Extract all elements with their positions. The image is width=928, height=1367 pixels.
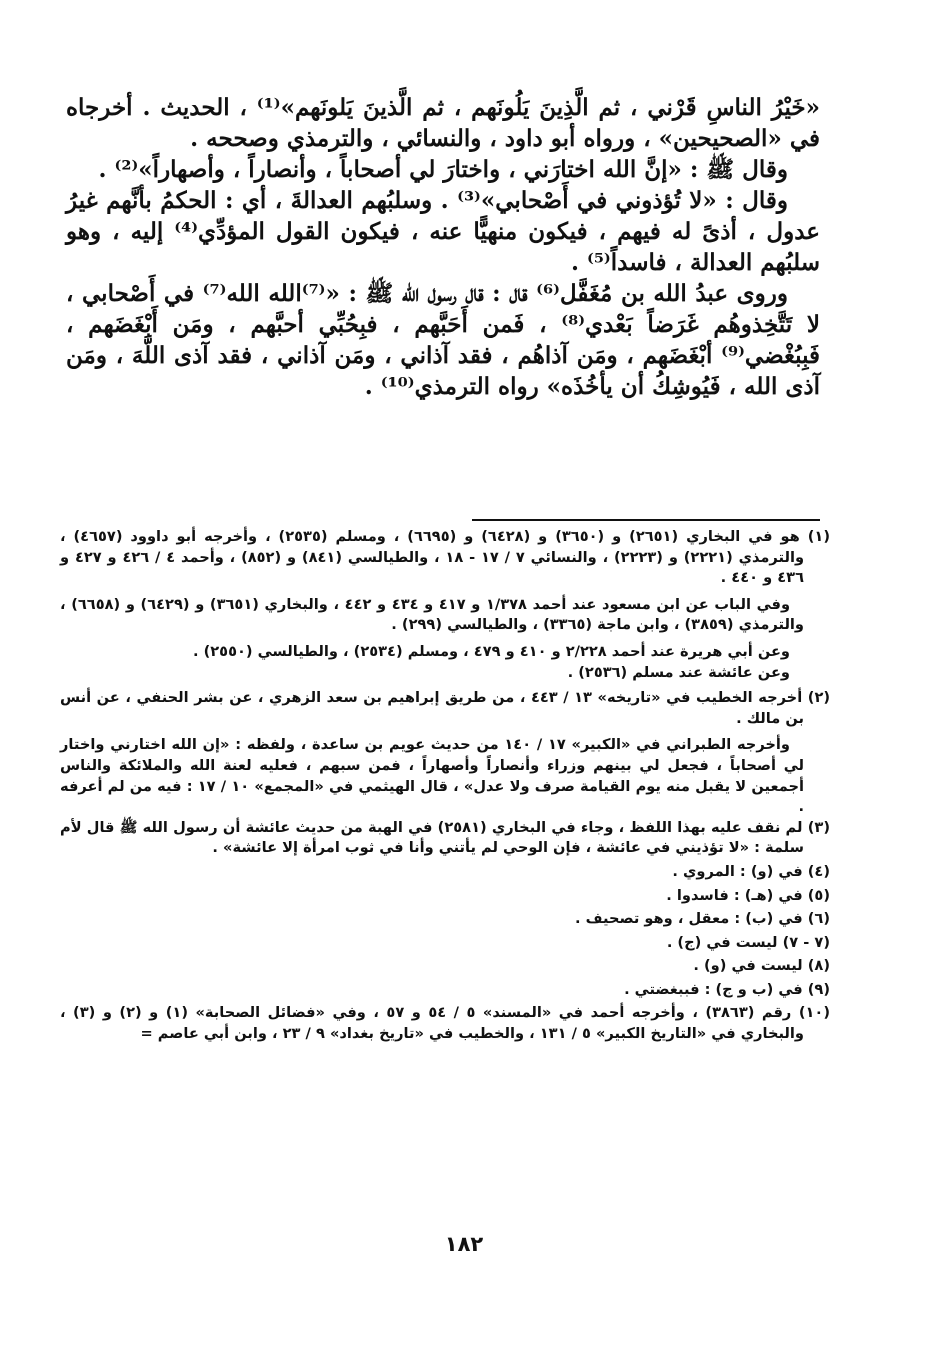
footnote: (٩) في (ب و ج) : فببغضتي .: [624, 980, 830, 998]
footnote: (٣) لم نقف عليه بهذا اللفظ ، وجاء في البخاري (٢٥٨١) في الهبة من حديث عائشة أن رسول الله ﷺ قال لأم سلمة : «لا تؤذيني في عائشة ، فإن الوحي لم يأتني وأنا في ثوب امرأة إلا عائشة» .: [60, 818, 830, 857]
footnote: (٧ - ٧) ليست في (ج) .: [666, 933, 830, 951]
footnote-separator: [472, 519, 820, 521]
footnote-continuation: وعن عائشة عند مسلم (٢٥٣٦) .: [567, 663, 790, 681]
footnote: (٥) في (هـ) : فاسدوا .: [666, 886, 830, 904]
paragraph: وقال : «لا تُؤذوني في أَصْحابي»⁽³⁾ . وسلبُهم العدالةَ ، أي : الحكمُ بأنَّهم غيرُ عدول ، أذىً له فيهم ، فيكون منهيًّا عنه ، فيكون القول المؤدِّي⁽⁴⁾ إليه ، وهو سلبُهم العدالة ، فاسداً⁽⁵⁾ .: [66, 187, 820, 276]
paragraph: وقال ﷺ : «إنَّ الله اختارَني ، واختارَ لي أصحاباً ، وأنصاراً ، وأصهاراً»⁽²⁾ .: [98, 156, 788, 183]
footnotes: [60, 527, 830, 1045]
paragraph: وروى عبدُ الله بن مُغَفَّل⁽⁶⁾ قال : قال رسول الله ﷺ : «⁽⁷⁾الله الله⁽⁷⁾ في أَصْحابي ، لا تَتَّخِذوهُم غَرَضاً بَعْدي⁽⁸⁾ ، فَمن أَحَبَّهم ، فبِحُبِّي أحبَّهم ، ومَن أَبْغَضَهم ، فَبِبُغْضي⁽⁹⁾ أبْغَضَهم ، ومَن آذاهُم ، فقد آذاني ، ومَن آذاني ، فقد آذى اللَّهَ ، ومَن آذى الله ، فَيُوشِكُ أن يأخُذَه» رواه الترمذي⁽¹⁰⁾ .: [66, 280, 820, 400]
footnote-continuation: وأخرجه الطبراني في «الكبير» ١٧ / ١٤٠ من حديث عويم بن ساعدة ، ولفظه : «إن الله اختارني واختار لي أصحاباً ، فجعل لي بينهم وزراء وأنصاراً وأصهاراً ، فمن سبهم ، فعليه لعنة الله والملائكة والناس أجمعين لا يقبل منه يوم القيامة صرف ولا عدل» ، قال الهيثمي في «المجمع» ١٠ / ١٧ : فيه من لم أعرفه .: [60, 736, 804, 816]
footnote-continuation: وعن أبي هريرة عند أحمد ٢/٢٢٨ و ٤١٠ و ٤٧٩ ، ومسلم (٢٥٣٤) ، والطيالسي (٢٥٥٠) .: [192, 642, 790, 660]
footnote: (٢) أخرجه الخطيب في «تاريخه» ١٣ / ٤٤٣ ، من طريق إبراهيم بن سعد الزهري ، عن بشر الحنفي ، عن أنس بن مالك .: [60, 689, 831, 727]
footnote-continuation: وفي الباب عن ابن مسعود عند أحمد ١/٣٧٨ و ٤١٧ و ٤٣٤ و ٤٤٢ ، والبخاري (٣٦٥١) و (٦٤٢٩) و (٦٦٥٨) ، والترمذي (٣٨٥٩) ، وابن ماجة (٣٣٦٥) ، والطيالسي (٢٩٩) .: [60, 595, 804, 634]
footnote: (٦) في (ب) : معقل ، وهو تصحيف .: [574, 910, 830, 928]
footnote: (٨) ليست في (و) .: [693, 957, 830, 975]
footnote: (١٠) رقم (٣٨٦٣) ، وأخرجه أحمد في «المسند» ٥ / ٥٤ و ٥٧ ، وفي «فضائل الصحابة» (١) و (٢) و (٣) ، والبخاري في «التاريخ الكبير» ٥ / ١٣١ ، والخطيب في «تاريخ بغداد» ٩ / ٢٣ ، وابن أبي عاصم =: [60, 1004, 830, 1043]
footnote: (٤) في (و) : المروي .: [672, 862, 830, 880]
page-number: ١٨٢: [444, 1232, 484, 1256]
footnote: (١) هو في البخاري (٢٦٥١) و (٣٦٥٠) و (٦٤٢٨) و (٦٦٩٥) ، ومسلم (٢٥٣٥) ، وأخرجه أبو داوود (٤٦٥٧) ، والترمذي (٢٢٢١) و (٢٢٢٣) ، والنسائي ٧ / ١٧ - ١٨ ، والطيالسي (٨٤١) و (٨٥٢) ، وأحمد ٤ / ٤٢٦ و ٤٢٧ و ٤٣٦ و ٤٤٠ .: [60, 528, 830, 587]
paragraph: «خَيْرُ الناسِ قَرْني ، ثم الَّذِينَ يَلُونَهم ، ثم الَّذينَ يَلونَهم»⁽¹⁾ ، الحديث . أخرجاه في «الصحيحين» ، ورواه أبو داود ، والنسائي ، والترمذي وصححه .: [66, 94, 820, 152]
main-text: [66, 92, 820, 402]
